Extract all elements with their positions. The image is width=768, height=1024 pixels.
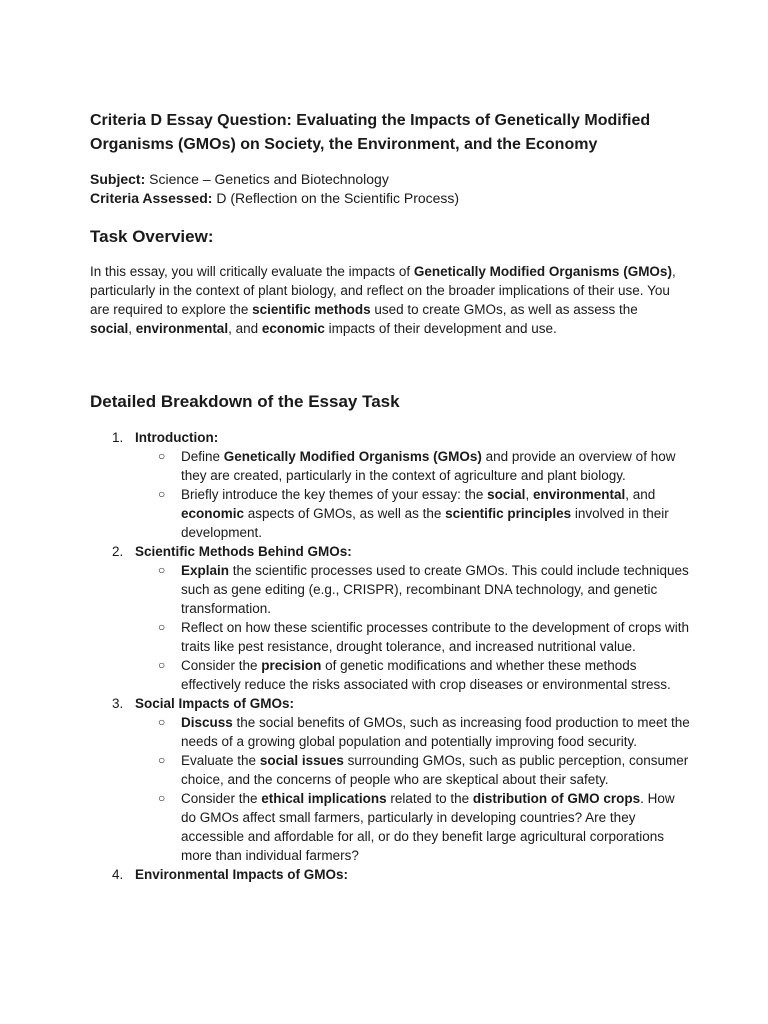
sub-bullet (90, 713, 690, 751)
task-overview-heading: Task Overview: (90, 227, 214, 246)
bold-run: Explain (181, 563, 230, 578)
list-number: 2. (112, 544, 124, 559)
list-item-heading (90, 428, 690, 447)
text-run: , (128, 321, 136, 336)
text-run: related to the (386, 791, 473, 806)
text-run: Evaluate the (181, 753, 260, 768)
document-title: Criteria D Essay Question: Evaluating the Impacts of Genetically Modified Organisms (GMOs) on Society, the Environment, and the Economy (90, 112, 651, 153)
hollow-bullet-icon: ○ (158, 715, 166, 729)
subject-label: Subject: (90, 171, 146, 187)
criteria-line (90, 189, 459, 208)
bold-run: economic (181, 506, 245, 521)
sub-bullet (90, 561, 690, 618)
criteria-label: Criteria Assessed: (90, 189, 213, 206)
breakdown-list (90, 428, 690, 884)
text-run: , and (228, 321, 262, 336)
bold-run: economic (261, 321, 325, 336)
text-run: , (525, 487, 533, 502)
text-run: used to create GMOs, as well as assess the (370, 302, 638, 317)
bold-run: social (90, 321, 129, 336)
list-item-title: Social Impacts of GMOs: (135, 696, 295, 711)
text-run: , particularly in the context of plant biology, and reflect on the broader implications of their use. You are required to explore the (90, 264, 676, 317)
list-item-title: Scientific Methods Behind GMOs: (135, 544, 352, 559)
list-item (90, 428, 690, 542)
bold-run: environmental (135, 321, 229, 336)
list-item-heading (90, 542, 690, 561)
bold-run: environmental (532, 487, 626, 502)
list-number: 3. (112, 696, 124, 711)
list-item (90, 865, 690, 884)
text-run: Define (181, 449, 224, 464)
sub-bullet (90, 618, 690, 656)
breakdown-heading: Detailed Breakdown of the Essay Task (90, 392, 400, 411)
bold-run: scientific principles (445, 506, 572, 521)
assignment-meta (90, 170, 459, 207)
hollow-bullet-icon: ○ (158, 791, 166, 805)
bold-run: precision (261, 658, 322, 673)
text-run: Consider the (181, 658, 262, 673)
text-run: , and (625, 487, 656, 502)
list-number: 4. (112, 867, 124, 882)
criteria-value: D (Reflection on the Scientific Process) (216, 189, 460, 206)
sub-bullet (90, 447, 690, 485)
bold-run: social issues (259, 753, 344, 768)
sub-bullet (90, 789, 690, 865)
hollow-bullet-icon: ○ (158, 620, 166, 634)
list-item-heading (90, 865, 690, 884)
list-item-heading (90, 694, 690, 713)
text-run: aspects of GMOs, as well as the (244, 506, 446, 521)
subject-value: Science – Genetics and Biotechnology (149, 171, 389, 187)
hollow-bullet-icon: ○ (158, 563, 166, 577)
text-run: Consider the (181, 791, 262, 806)
text-run: involved in their development. (181, 506, 669, 540)
text-run: the social benefits of GMOs, such as increasing food production to meet the needs of a growing global population and potentially improving food security. (181, 715, 690, 749)
hollow-bullet-icon: ○ (158, 487, 166, 501)
hollow-bullet-icon: ○ (158, 753, 166, 767)
bold-run: distribution of GMO crops (472, 791, 641, 806)
text-run: Briefly introduce the key themes of your essay: the (181, 487, 488, 502)
bold-run: ethical implications (261, 791, 387, 806)
list-item-title: Introduction: (135, 430, 219, 445)
text-run: . How do GMOs affect small farmers, particularly in developing countries? Are they accessible and affordable for all, or do they benefit large agricultural corporations more than individual farmers? (181, 791, 675, 863)
text-run: In this essay, you will critically evaluate the impacts of (90, 264, 414, 279)
text-run: of genetic modifications and whether these methods effectively reduce the risks associated with crop diseases or environmental stress. (181, 658, 671, 692)
sub-bullet (90, 656, 690, 694)
text-run: surrounding GMOs, such as public perception, consumer choice, and the concerns of people who are skeptical about their safety. (181, 753, 689, 787)
sub-bullet (90, 485, 690, 542)
list-item (90, 542, 690, 694)
text-run: and provide an overview of how they are created, particularly in the context of agriculture and plant biology. (181, 449, 676, 483)
bold-run: social (487, 487, 526, 502)
list-item-title: Environmental Impacts of GMOs: (135, 867, 349, 882)
task-overview-paragraph (90, 262, 680, 338)
text-run: the scientific processes used to create GMOs. This could include techniques such as gene editing (e.g., CRISPR), recombinant DNA technology, and genetic transformation. (181, 563, 689, 616)
bold-run: scientific methods (252, 302, 371, 317)
hollow-bullet-icon: ○ (158, 449, 166, 463)
list-number: 1. (112, 430, 124, 445)
hollow-bullet-icon: ○ (158, 658, 166, 672)
list-item (90, 694, 690, 865)
bold-run: Discuss (181, 715, 233, 730)
bold-run: Genetically Modified Organisms (GMOs) (413, 264, 672, 279)
bold-run: Genetically Modified Organisms (GMOs) (223, 449, 482, 464)
text-run: Reflect on how these scientific processes contribute to the development of crops with traits like pest resistance, drought tolerance, and increased nutritional value. (181, 620, 690, 654)
sub-bullet (90, 751, 690, 789)
subject-line (90, 170, 459, 189)
text-run: impacts of their development and use. (324, 321, 557, 336)
